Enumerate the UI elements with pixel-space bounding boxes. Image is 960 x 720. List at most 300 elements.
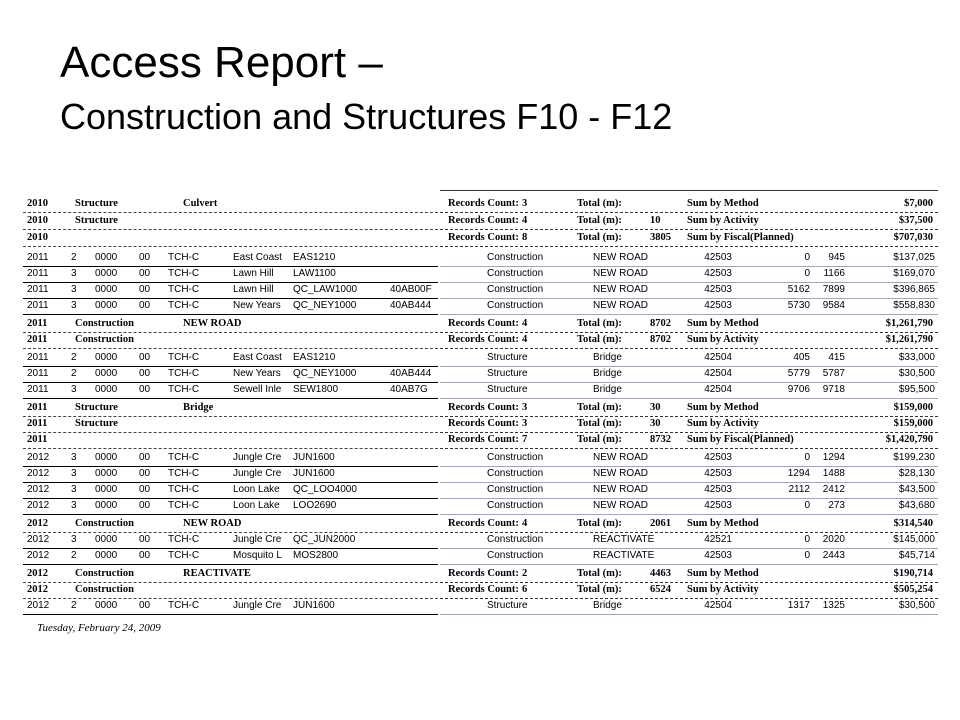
right-cell: Bridge [593, 600, 622, 611]
right-cell: 0 [804, 268, 810, 279]
left-cell: JUN1600 [293, 452, 335, 463]
left-detail-row [23, 548, 438, 565]
left-cell: 0000 [95, 600, 118, 611]
left-cell: Structure [75, 215, 118, 226]
left-cell: 00 [139, 550, 151, 561]
right-cell: 42503 [704, 500, 732, 511]
right-cell: Construction [487, 284, 544, 295]
right-cell: 30 [650, 418, 661, 429]
right-cell: 5730 [787, 300, 810, 311]
right-cell: 2 [522, 568, 528, 579]
right-cell: Records Count: [448, 568, 519, 579]
slide-subtitle: Construction and Structures F10 - F12 [60, 96, 673, 137]
right-cell: Total (m): [577, 318, 622, 329]
left-cell: EAS1210 [293, 352, 336, 363]
left-cell: 2011 [27, 252, 49, 263]
right-cell: Records Count: [448, 334, 519, 345]
right-summary-row [440, 582, 938, 599]
right-cell: Construction [487, 500, 544, 511]
left-detail-row [23, 350, 438, 367]
left-summary-row [23, 332, 438, 349]
left-cell: 0000 [95, 534, 118, 545]
right-cell: Records Count: [448, 215, 519, 226]
left-cell: TCH-C [168, 452, 200, 463]
right-cell: 30 [650, 402, 661, 413]
left-cell: 00 [139, 534, 151, 545]
right-cell: Total (m): [577, 418, 622, 429]
report-left-pane [23, 190, 438, 615]
right-cell: 5779 [787, 368, 810, 379]
left-cell: QC_LAW1000 [293, 284, 358, 295]
right-cell: Sum by Activity [687, 215, 759, 226]
right-cell: Total (m): [577, 198, 622, 209]
right-cell: $396,865 [893, 284, 935, 295]
right-cell: 1294 [787, 468, 810, 479]
right-cell: Sum by Activity [687, 334, 759, 345]
left-cell: TCH-C [168, 500, 200, 511]
right-cell: 1488 [822, 468, 845, 479]
right-cell: Construction [487, 452, 544, 463]
report-date: Tuesday, February 24, 2009 [37, 622, 161, 634]
left-detail-row [23, 466, 438, 483]
left-summary-row [23, 416, 438, 433]
left-cell: 3 [71, 284, 77, 295]
left-summary-row [23, 566, 438, 583]
left-cell: 2012 [27, 500, 50, 511]
left-detail-row [23, 298, 438, 315]
right-cell: 273 [828, 500, 845, 511]
right-cell: Records Count: [448, 518, 519, 529]
left-cell: 0000 [95, 468, 118, 479]
left-cell: SEW1800 [293, 384, 339, 395]
right-cell: Total (m): [577, 215, 622, 226]
right-cell: NEW ROAD [593, 468, 648, 479]
right-cell: $30,500 [898, 600, 935, 611]
left-cell: Bridge [183, 402, 214, 413]
right-detail-row [440, 450, 938, 467]
left-cell: East Coast [233, 352, 282, 363]
right-cell: 8 [522, 232, 528, 243]
right-cell: Sum by Fiscal(Planned) [687, 232, 794, 243]
right-cell: $314,540 [893, 518, 933, 529]
right-cell: 1166 [823, 268, 845, 279]
left-cell: 2011 [27, 318, 48, 329]
left-cell: 40AB7G [390, 384, 428, 395]
left-cell: TCH-C [168, 384, 200, 395]
right-cell: Total (m): [577, 334, 622, 345]
right-detail-row [440, 466, 938, 483]
left-cell: 3 [71, 300, 77, 311]
right-cell: 42521 [704, 534, 732, 545]
left-cell: 2012 [27, 484, 50, 495]
left-cell: 40AB00F [390, 284, 432, 295]
left-cell: 3 [71, 468, 77, 479]
left-cell: Culvert [183, 198, 218, 209]
left-cell: 2012 [27, 568, 48, 579]
left-cell: 3 [71, 452, 77, 463]
right-cell: NEW ROAD [593, 484, 648, 495]
left-cell: 2 [71, 600, 77, 611]
right-cell: Bridge [593, 368, 622, 379]
left-cell: QC_LOO4000 [293, 484, 357, 495]
right-cell: Structure [487, 352, 528, 363]
left-summary-row [23, 400, 438, 417]
left-cell: Structure [75, 198, 118, 209]
right-cell: $28,130 [898, 468, 935, 479]
right-cell: 9718 [822, 384, 845, 395]
left-cell: 0000 [95, 384, 118, 395]
right-cell: 4 [522, 334, 528, 345]
right-cell: Records Count: [448, 198, 519, 209]
right-cell: $1,420,790 [885, 434, 933, 445]
left-cell: TCH-C [168, 300, 200, 311]
right-detail-row [440, 598, 938, 615]
left-cell: TCH-C [168, 468, 200, 479]
left-cell: LOO2690 [293, 500, 337, 511]
left-cell: 0000 [95, 452, 118, 463]
left-cell: Structure [75, 402, 118, 413]
right-summary-row [440, 432, 938, 449]
left-summary-row [23, 230, 438, 247]
left-cell: Jungle Cre [233, 468, 282, 479]
left-cell: 2012 [27, 468, 50, 479]
right-cell: $7,000 [904, 198, 933, 209]
left-cell: 2011 [27, 334, 48, 345]
left-detail-row [23, 366, 438, 383]
left-cell: TCH-C [168, 268, 200, 279]
left-cell: 2011 [27, 284, 49, 295]
slide-title: Access Report – [60, 38, 383, 87]
right-cell: $43,680 [898, 500, 935, 511]
right-cell: 1325 [822, 600, 845, 611]
left-cell: 2012 [27, 600, 50, 611]
right-cell: NEW ROAD [593, 252, 648, 263]
right-cell: NEW ROAD [593, 500, 648, 511]
left-detail-row [23, 498, 438, 515]
left-cell: 00 [139, 300, 151, 311]
right-cell: 3805 [650, 232, 671, 243]
right-summary-row [440, 400, 938, 417]
right-cell: 4 [522, 318, 528, 329]
right-cell: 4 [522, 215, 528, 226]
right-detail-row [440, 382, 938, 399]
right-detail-row [440, 548, 938, 565]
left-summary-row [23, 582, 438, 599]
right-summary-row [440, 213, 938, 230]
right-cell: 0 [804, 500, 810, 511]
left-cell: 00 [139, 484, 151, 495]
left-cell: NEW ROAD [183, 318, 242, 329]
right-cell: 42504 [704, 352, 732, 363]
left-cell: 2 [71, 368, 77, 379]
right-cell: 42503 [704, 452, 732, 463]
right-cell: $505,254 [893, 584, 933, 595]
left-cell: Mosquito L [233, 550, 282, 561]
right-detail-row [440, 366, 938, 383]
left-cell: 00 [139, 600, 151, 611]
right-cell: $145,000 [893, 534, 935, 545]
right-cell: 3 [522, 402, 528, 413]
left-cell: 0000 [95, 352, 118, 363]
right-cell: Construction [487, 550, 544, 561]
left-cell: New Years [233, 300, 281, 311]
right-cell: $37,500 [898, 215, 933, 226]
right-cell: REACTIVATE [593, 534, 655, 545]
right-cell: Sum by Fiscal(Planned) [687, 434, 794, 445]
left-detail-row [23, 382, 438, 399]
left-summary-row [23, 516, 438, 533]
left-cell: 00 [139, 368, 151, 379]
left-cell: 2 [71, 352, 77, 363]
left-cell: TCH-C [168, 252, 200, 263]
right-cell: $1,261,790 [885, 318, 933, 329]
left-cell: 00 [139, 468, 151, 479]
right-cell: Sum by Method [687, 318, 759, 329]
left-cell: Construction [75, 318, 134, 329]
left-cell: 0000 [95, 268, 118, 279]
right-detail-row [440, 250, 938, 267]
left-cell: TCH-C [168, 534, 200, 545]
right-cell: Construction [487, 268, 544, 279]
right-cell: 9584 [822, 300, 845, 311]
left-cell: 2011 [27, 368, 49, 379]
right-cell: 7899 [822, 284, 845, 295]
right-cell: 7 [522, 434, 528, 445]
right-cell: 3 [522, 198, 528, 209]
right-cell: 8732 [650, 434, 671, 445]
left-cell: 2 [71, 550, 77, 561]
right-cell: $33,000 [898, 352, 935, 363]
left-cell: TCH-C [168, 600, 200, 611]
left-cell: 00 [139, 352, 151, 363]
right-cell: 42504 [704, 600, 732, 611]
left-cell: Construction [75, 568, 134, 579]
left-cell: 0000 [95, 252, 118, 263]
right-detail-row [440, 298, 938, 315]
right-cell: 415 [828, 352, 845, 363]
right-cell: Sum by Method [687, 518, 759, 529]
left-detail-row [23, 266, 438, 283]
right-detail-row [440, 350, 938, 367]
left-cell: Construction [75, 334, 134, 345]
left-cell: 40AB444 [390, 300, 432, 311]
left-cell: LAW1100 [293, 268, 336, 279]
left-detail-row [23, 250, 438, 267]
left-summary-row [23, 316, 438, 333]
left-cell: 00 [139, 252, 151, 263]
right-cell: 2112 [788, 484, 810, 495]
right-cell: Bridge [593, 352, 622, 363]
right-cell: Total (m): [577, 232, 622, 243]
right-cell: Records Count: [448, 584, 519, 595]
left-cell: 00 [139, 284, 151, 295]
left-cell: EAS1210 [293, 252, 336, 263]
right-cell: 4463 [650, 568, 671, 579]
right-cell: Construction [487, 484, 544, 495]
right-cell: 2061 [650, 518, 671, 529]
left-cell: 3 [71, 534, 77, 545]
right-cell: Construction [487, 468, 544, 479]
right-cell: $137,025 [893, 252, 935, 263]
left-cell: Jungle Cre [233, 534, 282, 545]
left-cell: 2012 [27, 518, 48, 529]
left-cell: Jungle Cre [233, 600, 282, 611]
right-cell: 2412 [822, 484, 845, 495]
left-cell: 2012 [27, 584, 48, 595]
right-cell: Records Count: [448, 418, 519, 429]
right-cell: 1294 [822, 452, 845, 463]
left-cell: Lawn Hill [233, 268, 274, 279]
right-cell: $30,500 [898, 368, 935, 379]
right-cell: 5162 [787, 284, 810, 295]
left-cell: 2012 [27, 534, 50, 545]
left-cell: 2010 [27, 198, 48, 209]
right-cell: 42504 [704, 384, 732, 395]
left-cell: TCH-C [168, 550, 200, 561]
left-cell: 3 [71, 500, 77, 511]
left-cell: JUN1600 [293, 468, 335, 479]
right-detail-row [440, 532, 938, 549]
right-cell: Structure [487, 384, 528, 395]
right-cell: Total (m): [577, 568, 622, 579]
right-detail-row [440, 498, 938, 515]
left-cell: New Years [233, 368, 281, 379]
right-cell: $45,714 [898, 550, 935, 561]
left-cell: Construction [75, 584, 134, 595]
left-cell: NEW ROAD [183, 518, 242, 529]
right-cell: 42503 [704, 252, 732, 263]
left-cell: 2011 [27, 268, 49, 279]
left-cell: 2010 [27, 232, 48, 243]
right-cell: 8702 [650, 318, 671, 329]
right-cell: $1,261,790 [885, 334, 933, 345]
left-cell: 0000 [95, 300, 118, 311]
left-cell: MOS2800 [293, 550, 339, 561]
right-cell: 945 [828, 252, 845, 263]
left-cell: QC_NEY1000 [293, 300, 357, 311]
left-cell: TCH-C [168, 484, 200, 495]
left-detail-row [23, 532, 438, 549]
report-image [23, 190, 938, 650]
right-summary-row [440, 196, 938, 213]
left-cell: Construction [75, 518, 134, 529]
right-detail-row [440, 266, 938, 283]
left-cell: 2011 [27, 402, 48, 413]
right-cell: Construction [487, 252, 544, 263]
left-cell: East Coast [233, 252, 282, 263]
left-cell: 2010 [27, 215, 48, 226]
right-cell: Total (m): [577, 518, 622, 529]
left-cell: 2012 [27, 452, 50, 463]
right-cell: Records Count: [448, 232, 519, 243]
left-detail-row [23, 450, 438, 467]
right-summary-row [440, 332, 938, 349]
right-cell: Structure [487, 368, 528, 379]
right-cell: NEW ROAD [593, 268, 648, 279]
right-cell: Construction [487, 300, 544, 311]
right-cell: Sum by Activity [687, 584, 759, 595]
right-cell: Total (m): [577, 584, 622, 595]
right-cell: Structure [487, 600, 528, 611]
right-cell: 9706 [787, 384, 810, 395]
report-right-pane [440, 190, 938, 615]
left-detail-row [23, 482, 438, 499]
left-cell: QC_NEY1000 [293, 368, 357, 379]
right-cell: REACTIVATE [593, 550, 655, 561]
right-cell: 42503 [704, 468, 732, 479]
right-cell: 5787 [822, 368, 845, 379]
right-cell: $159,000 [893, 418, 933, 429]
right-cell: 4 [522, 518, 528, 529]
right-cell: Sum by Method [687, 402, 759, 413]
right-cell: $707,030 [893, 232, 933, 243]
right-cell: 0 [804, 534, 810, 545]
right-cell: $199,230 [893, 452, 935, 463]
right-cell: 42504 [704, 368, 732, 379]
right-summary-row [440, 316, 938, 333]
left-cell: 0000 [95, 368, 118, 379]
left-cell: 00 [139, 500, 151, 511]
right-cell: 2443 [822, 550, 845, 561]
right-cell: 8702 [650, 334, 671, 345]
right-summary-row [440, 516, 938, 533]
right-detail-row [440, 282, 938, 299]
left-cell: REACTIVATE [183, 568, 251, 579]
right-cell: Sum by Method [687, 198, 759, 209]
left-cell: JUN1600 [293, 600, 335, 611]
right-cell: 6 [522, 584, 528, 595]
right-cell: 42503 [704, 268, 732, 279]
left-cell: Lawn Hill [233, 284, 274, 295]
left-summary-row [23, 213, 438, 230]
right-cell: Bridge [593, 384, 622, 395]
right-summary-row [440, 566, 938, 583]
left-cell: 0000 [95, 500, 118, 511]
right-detail-row [440, 482, 938, 499]
right-cell: $159,000 [893, 402, 933, 413]
right-cell: 42503 [704, 284, 732, 295]
right-cell: Total (m): [577, 402, 622, 413]
right-cell: Sum by Activity [687, 418, 759, 429]
right-cell: 42503 [704, 550, 732, 561]
left-cell: 2011 [27, 300, 49, 311]
right-cell: 405 [793, 352, 810, 363]
left-cell: 2011 [27, 434, 48, 445]
right-cell: 42503 [704, 484, 732, 495]
right-cell: 2020 [822, 534, 845, 545]
left-cell: TCH-C [168, 284, 200, 295]
right-cell: 0 [804, 252, 810, 263]
left-cell: 00 [139, 268, 151, 279]
left-summary-row [23, 196, 438, 213]
left-cell: 2011 [27, 384, 49, 395]
left-cell: 2012 [27, 550, 50, 561]
right-cell: 0 [804, 550, 810, 561]
right-cell: NEW ROAD [593, 452, 648, 463]
left-detail-row [23, 598, 438, 615]
right-cell: Sum by Method [687, 568, 759, 579]
right-cell: Records Count: [448, 434, 519, 445]
left-cell: 0000 [95, 284, 118, 295]
right-cell: 42503 [704, 300, 732, 311]
right-cell: Total (m): [577, 434, 622, 445]
left-cell: 0000 [95, 484, 118, 495]
right-cell: Records Count: [448, 318, 519, 329]
right-summary-row [440, 416, 938, 433]
right-summary-row [440, 230, 938, 247]
right-cell: $43,500 [898, 484, 935, 495]
right-cell: NEW ROAD [593, 284, 648, 295]
